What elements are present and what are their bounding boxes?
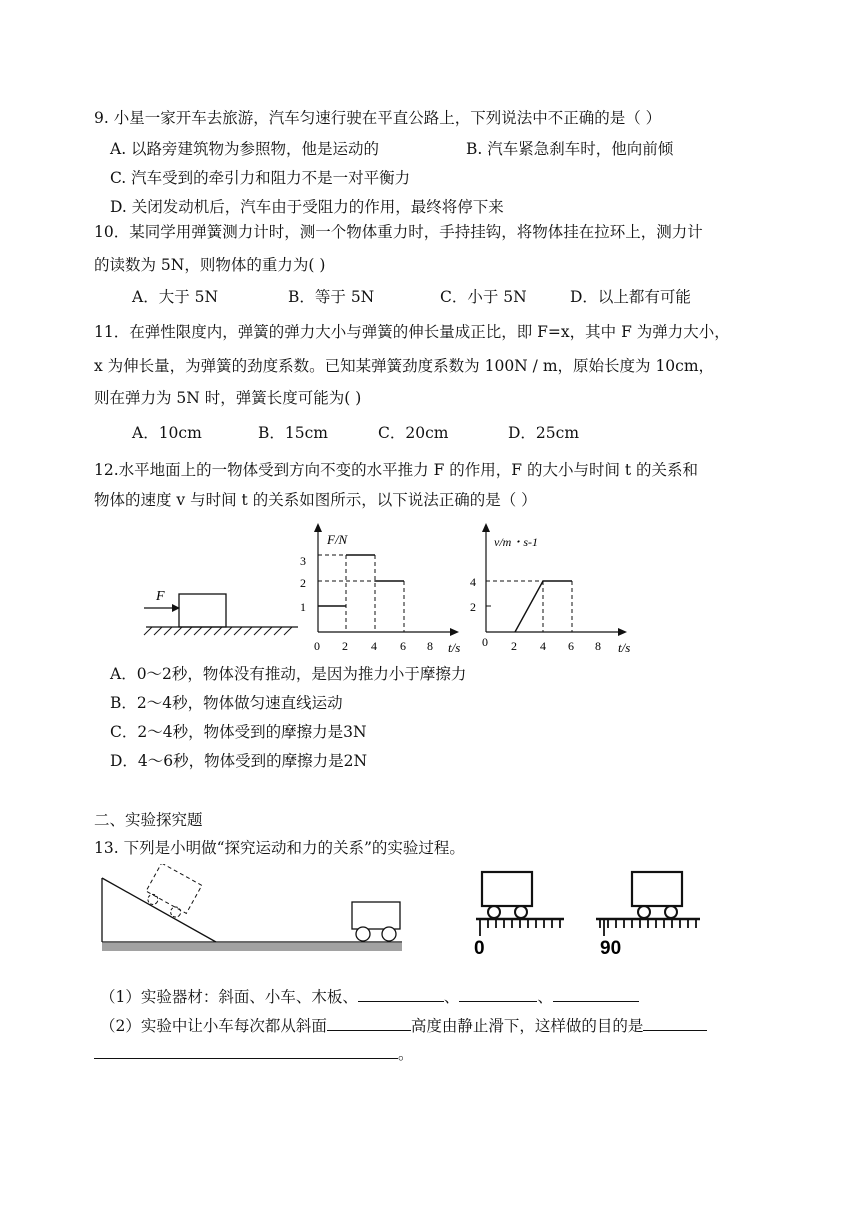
q9-option-d: D. 关闭发动机后，汽车由于受阻力的作用，最终将停下来 <box>110 198 504 216</box>
v-x-arrow-icon <box>618 628 627 636</box>
scale-cart-figure-1 <box>472 870 572 958</box>
v-xtick-0: 0 <box>482 635 488 649</box>
q11-stem-line1: 11．在弹性限度内，弹簧的弹力大小与弹簧的伸长量成正比，即 F=x，其中 F 为弹力大小， <box>94 323 730 341</box>
period: 。 <box>398 1045 414 1063</box>
v-y-arrow-icon <box>482 523 490 532</box>
q13-part2-cont <box>94 1043 414 1064</box>
force-label: F <box>156 589 165 604</box>
q13-part1 <box>100 986 639 1007</box>
q10-option-c: C．小于 5N <box>440 288 527 306</box>
f-ytick-3: 3 <box>300 554 306 568</box>
cart-body <box>482 872 532 906</box>
f-y-arrow-icon <box>314 523 322 532</box>
cart-on-board <box>352 902 400 941</box>
section-title: 二、实验探究题 <box>94 811 203 829</box>
v-x-label: t/s <box>618 640 631 655</box>
v-xtick-4: 4 <box>540 639 546 653</box>
f-ytick-2: 2 <box>300 576 306 590</box>
scale-cart-figure-2 <box>594 870 704 958</box>
f-x-label: t/s <box>448 640 461 655</box>
q12-option-b: B．2～4秒，物体做匀速直线运动 <box>110 694 343 712</box>
board-hatch <box>102 943 402 951</box>
q9-stem: 9. 小星一家开车去旅游，汽车匀速行驶在平直公路上，下列说法中不正确的是（ ） <box>94 109 662 127</box>
f-xtick-2: 2 <box>342 639 348 653</box>
q10-stem-line1: 10．某同学用弹簧测力计时，测一个物体重力时，手持挂钩，将物体挂在拉环上，测力计 <box>94 223 703 241</box>
blank-1[interactable] <box>358 986 444 1002</box>
velocity-time-graph <box>470 523 630 655</box>
q11-option-c: C．20cm <box>378 424 449 442</box>
v-ytick-4: 4 <box>470 575 476 589</box>
force-time-graph <box>300 523 460 655</box>
ruler-ticks <box>600 919 696 936</box>
f-ytick-1: 1 <box>300 600 306 614</box>
q10-option-b: B．等于 5N <box>288 288 375 306</box>
block <box>179 594 226 627</box>
f-y-label: F/N <box>327 532 348 547</box>
cart-wheel <box>665 906 677 918</box>
cart-on-slope <box>142 864 202 921</box>
f-guide-lines <box>318 555 404 632</box>
v-xtick-8: 8 <box>595 639 601 653</box>
incline-cart-figure <box>100 864 410 960</box>
q12-option-a: A．0～2秒，物体没有推动，是因为推力小于摩擦力 <box>110 665 467 683</box>
blank-2[interactable] <box>459 986 537 1002</box>
q10-option-d: D．以上都有可能 <box>570 288 691 306</box>
q9-option-a: A. 以路旁建筑物为参照物，他是运动的 <box>110 140 380 158</box>
ground-hatch <box>144 627 292 635</box>
q10-stem-line2: 的读数为 5N，则物体的重力为( ) <box>94 256 326 274</box>
v-xtick-2: 2 <box>511 639 517 653</box>
scale-reading-0: 0 <box>474 938 485 958</box>
scale-reading-90: 90 <box>600 938 622 958</box>
q12-stem-line1: 12.水平地面上的一物体受到方向不变的水平推力 F 的作用，F 的大小与时间 t 的关系和 <box>94 461 699 479</box>
q11-option-d: D．25cm <box>508 424 580 442</box>
q11-option-b: B．15cm <box>258 424 328 442</box>
separator: 、 <box>443 988 460 1006</box>
q11-stem-line2: x 为伸长量，为弹簧的劲度系数。已知某弹簧劲度系数为 100N / m，原始长度为 10cm， <box>94 357 715 375</box>
v-ytick-2: 2 <box>470 600 476 614</box>
block-on-ground-diagram <box>144 589 298 635</box>
q12-figure <box>130 520 650 660</box>
f-xtick-0: 0 <box>314 639 320 653</box>
cart-wheel <box>488 906 500 918</box>
q10-option-a: A．大于 5N <box>132 288 219 306</box>
cart-wheel <box>515 906 527 918</box>
blank-4[interactable] <box>327 1015 411 1031</box>
f-xtick-8: 8 <box>427 639 433 653</box>
q13-part2 <box>100 1015 707 1036</box>
q12-option-c: C．2～4秒，物体受到的摩擦力是3N <box>110 723 367 741</box>
separator: 、 <box>537 988 553 1006</box>
q13-part2-mid: 高度由静止滑下，这样做的目的是 <box>410 1017 644 1035</box>
q13-stem: 13. 下列是小明做“探究运动和力的关系”的实验过程。 <box>94 839 465 857</box>
f-x-arrow-icon <box>450 628 459 636</box>
cart-wheel <box>638 906 650 918</box>
q12-stem-line2: 物体的速度 v 与时间 t 的关系如图所示，以下说法正确的是（ ） <box>94 491 537 509</box>
q11-stem-line3: 则在弹力为 5N 时，弹簧长度可能为( ) <box>94 389 362 407</box>
q9-option-b: B. 汽车紧急刹车时，他向前倾 <box>466 140 674 158</box>
ruler-ticks <box>480 919 560 936</box>
incline-slope <box>102 878 216 942</box>
v-y-label: v/m・s-1 <box>494 535 538 549</box>
blank-3[interactable] <box>553 986 639 1002</box>
q13-part1-text: （1）实验器材：斜面、小车、木板、 <box>100 988 358 1006</box>
q9-option-c: C. 汽车受到的牵引力和阻力不是一对平衡力 <box>110 169 411 187</box>
f-xtick-6: 6 <box>400 639 406 653</box>
q13-part2-text: （2）实验中让小车每次都从斜面 <box>100 1017 327 1035</box>
cart-body <box>632 872 682 906</box>
v-xtick-6: 6 <box>568 639 574 653</box>
q11-option-a: A．10cm <box>132 424 202 442</box>
f-xtick-4: 4 <box>371 639 377 653</box>
q12-option-d: D．4～6秒，物体受到的摩擦力是2N <box>110 752 368 770</box>
blank-6[interactable] <box>94 1043 398 1059</box>
blank-5[interactable] <box>643 1015 707 1031</box>
